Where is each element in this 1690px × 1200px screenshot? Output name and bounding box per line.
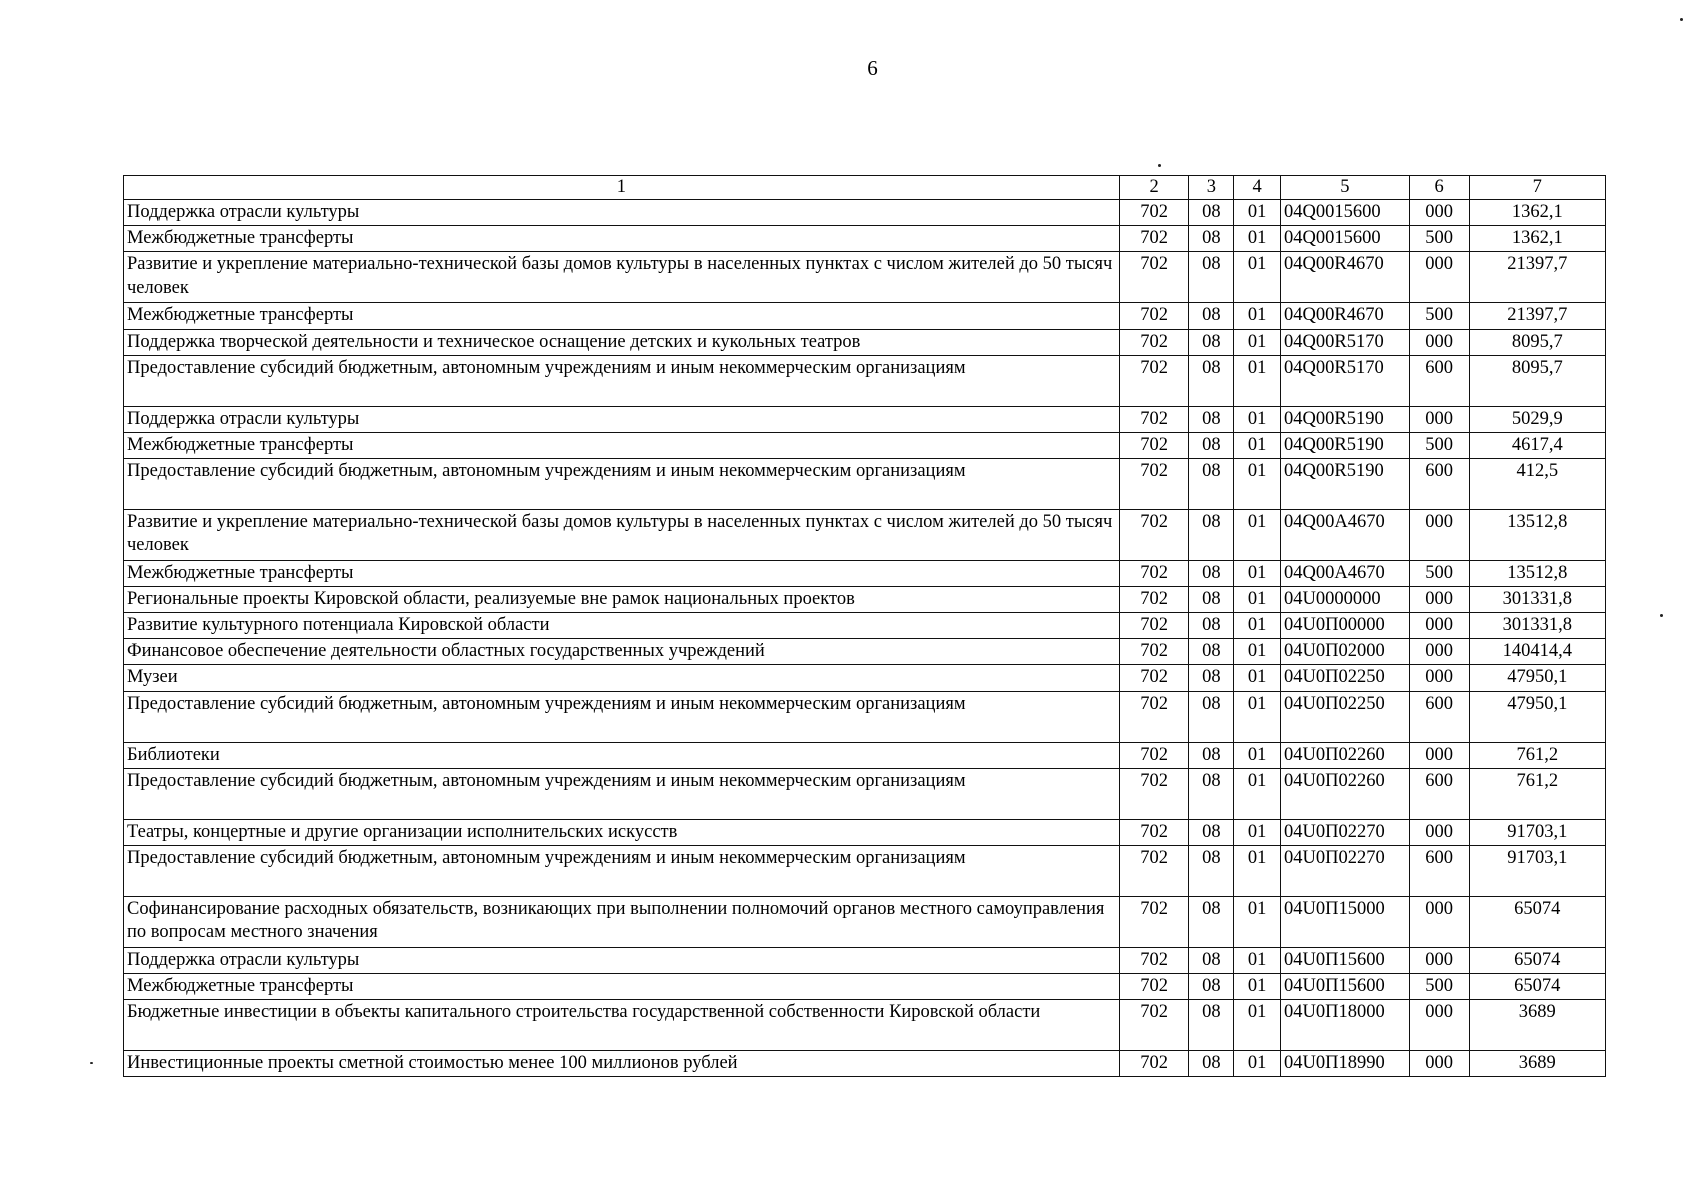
expense-type-cell: 000 bbox=[1409, 665, 1469, 691]
section-code-cell: 702 bbox=[1119, 1051, 1189, 1077]
subsection-cell: 08 bbox=[1189, 432, 1234, 458]
expense-type-cell: 000 bbox=[1409, 896, 1469, 947]
target-article-cell: 04Q00R4670 bbox=[1281, 303, 1410, 329]
section-code-cell: 702 bbox=[1119, 665, 1189, 691]
subsection-cell: 08 bbox=[1189, 509, 1234, 560]
section-code-cell: 702 bbox=[1119, 947, 1189, 973]
table-row bbox=[124, 613, 1606, 639]
expense-type-cell: 000 bbox=[1409, 1000, 1469, 1051]
row-name-cell: Межбюджетные трансферты bbox=[124, 973, 1120, 999]
subsection-code-cell: 01 bbox=[1234, 639, 1281, 665]
subsection-code-cell: 01 bbox=[1234, 355, 1281, 406]
scan-speck bbox=[1660, 614, 1663, 617]
table-row bbox=[124, 355, 1606, 406]
amount-cell: 301331,8 bbox=[1469, 613, 1605, 639]
table-row bbox=[124, 560, 1606, 586]
amount-cell: 13512,8 bbox=[1469, 560, 1605, 586]
amount-cell: 91703,1 bbox=[1469, 845, 1605, 896]
table-header-row bbox=[124, 176, 1606, 200]
subsection-cell: 08 bbox=[1189, 613, 1234, 639]
row-name-cell: Предоставление субсидий бюджетным, автономным учреждениям и иным некоммерческим организациям bbox=[124, 845, 1120, 896]
table-row bbox=[124, 819, 1606, 845]
expense-type-cell: 000 bbox=[1409, 947, 1469, 973]
amount-cell: 1362,1 bbox=[1469, 200, 1605, 226]
scan-speck bbox=[1680, 18, 1683, 21]
subsection-code-cell: 01 bbox=[1234, 691, 1281, 742]
amount-cell: 1362,1 bbox=[1469, 226, 1605, 252]
subsection-code-cell: 01 bbox=[1234, 252, 1281, 303]
subsection-code-cell: 01 bbox=[1234, 973, 1281, 999]
target-article-cell: 04U0П18990 bbox=[1281, 1051, 1410, 1077]
subsection-cell: 08 bbox=[1189, 587, 1234, 613]
subsection-code-cell: 01 bbox=[1234, 613, 1281, 639]
subsection-cell: 08 bbox=[1189, 303, 1234, 329]
target-article-cell: 04Q0015600 bbox=[1281, 200, 1410, 226]
expense-type-cell: 000 bbox=[1409, 613, 1469, 639]
amount-cell: 3689 bbox=[1469, 1051, 1605, 1077]
subsection-cell: 08 bbox=[1189, 768, 1234, 819]
amount-cell: 47950,1 bbox=[1469, 691, 1605, 742]
column-header-2: 2 bbox=[1119, 176, 1189, 200]
expense-type-cell: 500 bbox=[1409, 432, 1469, 458]
target-article-cell: 04U0П02250 bbox=[1281, 691, 1410, 742]
amount-cell: 8095,7 bbox=[1469, 355, 1605, 406]
amount-cell: 5029,9 bbox=[1469, 406, 1605, 432]
expense-type-cell: 000 bbox=[1409, 587, 1469, 613]
amount-cell: 3689 bbox=[1469, 1000, 1605, 1051]
section-code-cell: 702 bbox=[1119, 691, 1189, 742]
row-name-cell: Развитие культурного потенциала Кировской области bbox=[124, 613, 1120, 639]
section-code-cell: 702 bbox=[1119, 252, 1189, 303]
amount-cell: 65074 bbox=[1469, 973, 1605, 999]
section-code-cell: 702 bbox=[1119, 1000, 1189, 1051]
section-code-cell: 702 bbox=[1119, 742, 1189, 768]
amount-cell: 8095,7 bbox=[1469, 329, 1605, 355]
section-code-cell: 702 bbox=[1119, 639, 1189, 665]
subsection-code-cell: 01 bbox=[1234, 819, 1281, 845]
subsection-code-cell: 01 bbox=[1234, 587, 1281, 613]
subsection-code-cell: 01 bbox=[1234, 742, 1281, 768]
scan-speck bbox=[1158, 164, 1161, 167]
amount-cell: 65074 bbox=[1469, 896, 1605, 947]
target-article-cell: 04U0П02250 bbox=[1281, 665, 1410, 691]
table-row bbox=[124, 587, 1606, 613]
row-name-cell: Межбюджетные трансферты bbox=[124, 432, 1120, 458]
target-article-cell: 04U0П02260 bbox=[1281, 742, 1410, 768]
expense-type-cell: 000 bbox=[1409, 406, 1469, 432]
table-row bbox=[124, 509, 1606, 560]
column-header-5: 5 bbox=[1281, 176, 1410, 200]
section-code-cell: 702 bbox=[1119, 432, 1189, 458]
subsection-cell: 08 bbox=[1189, 560, 1234, 586]
expense-type-cell: 600 bbox=[1409, 458, 1469, 509]
column-header-1: 1 bbox=[124, 176, 1120, 200]
table-row bbox=[124, 458, 1606, 509]
row-name-cell: Бюджетные инвестиции в объекты капитального строительства государственной собственности Кировской области bbox=[124, 1000, 1120, 1051]
target-article-cell: 04Q0015600 bbox=[1281, 226, 1410, 252]
expense-type-cell: 000 bbox=[1409, 639, 1469, 665]
subsection-cell: 08 bbox=[1189, 973, 1234, 999]
subsection-cell: 08 bbox=[1189, 665, 1234, 691]
target-article-cell: 04U0П02270 bbox=[1281, 819, 1410, 845]
row-name-cell: Предоставление субсидий бюджетным, автономным учреждениям и иным некоммерческим организациям bbox=[124, 458, 1120, 509]
amount-cell: 301331,8 bbox=[1469, 587, 1605, 613]
subsection-code-cell: 01 bbox=[1234, 200, 1281, 226]
row-name-cell: Предоставление субсидий бюджетным, автономным учреждениям и иным некоммерческим организациям bbox=[124, 768, 1120, 819]
table-row bbox=[124, 691, 1606, 742]
column-header-7: 7 bbox=[1469, 176, 1605, 200]
section-code-cell: 702 bbox=[1119, 406, 1189, 432]
expense-type-cell: 500 bbox=[1409, 973, 1469, 999]
expense-type-cell: 000 bbox=[1409, 1051, 1469, 1077]
subsection-code-cell: 01 bbox=[1234, 303, 1281, 329]
section-code-cell: 702 bbox=[1119, 509, 1189, 560]
target-article-cell: 04U0П02000 bbox=[1281, 639, 1410, 665]
row-name-cell: Софинансирование расходных обязательств, возникающих при выполнении полномочий органов местного самоуправления по вопросам местного значения bbox=[124, 896, 1120, 947]
subsection-cell: 08 bbox=[1189, 691, 1234, 742]
amount-cell: 761,2 bbox=[1469, 742, 1605, 768]
row-name-cell: Театры, концертные и другие организации исполнительских искусств bbox=[124, 819, 1120, 845]
row-name-cell: Поддержка отрасли культуры bbox=[124, 406, 1120, 432]
column-header-6: 6 bbox=[1409, 176, 1469, 200]
table-row bbox=[124, 329, 1606, 355]
subsection-cell: 08 bbox=[1189, 252, 1234, 303]
expense-type-cell: 000 bbox=[1409, 509, 1469, 560]
amount-cell: 761,2 bbox=[1469, 768, 1605, 819]
expense-type-cell: 600 bbox=[1409, 768, 1469, 819]
subsection-cell: 08 bbox=[1189, 458, 1234, 509]
subsection-code-cell: 01 bbox=[1234, 329, 1281, 355]
section-code-cell: 702 bbox=[1119, 587, 1189, 613]
subsection-code-cell: 01 bbox=[1234, 432, 1281, 458]
table-row bbox=[124, 665, 1606, 691]
expense-type-cell: 000 bbox=[1409, 819, 1469, 845]
subsection-code-cell: 01 bbox=[1234, 845, 1281, 896]
target-article-cell: 04U0П02260 bbox=[1281, 768, 1410, 819]
section-code-cell: 702 bbox=[1119, 613, 1189, 639]
subsection-cell: 08 bbox=[1189, 639, 1234, 665]
column-header-3: 3 bbox=[1189, 176, 1234, 200]
section-code-cell: 702 bbox=[1119, 973, 1189, 999]
target-article-cell: 04U0П15600 bbox=[1281, 947, 1410, 973]
subsection-code-cell: 01 bbox=[1234, 509, 1281, 560]
section-code-cell: 702 bbox=[1119, 768, 1189, 819]
row-name-cell: Межбюджетные трансферты bbox=[124, 303, 1120, 329]
table-row bbox=[124, 947, 1606, 973]
table-row bbox=[124, 1051, 1606, 1077]
expense-type-cell: 600 bbox=[1409, 691, 1469, 742]
expense-type-cell: 000 bbox=[1409, 200, 1469, 226]
section-code-cell: 702 bbox=[1119, 560, 1189, 586]
section-code-cell: 702 bbox=[1119, 845, 1189, 896]
target-article-cell: 04U0П00000 bbox=[1281, 613, 1410, 639]
row-name-cell: Межбюджетные трансферты bbox=[124, 226, 1120, 252]
row-name-cell: Музеи bbox=[124, 665, 1120, 691]
table-row bbox=[124, 845, 1606, 896]
target-article-cell: 04U0П18000 bbox=[1281, 1000, 1410, 1051]
expense-type-cell: 600 bbox=[1409, 355, 1469, 406]
row-name-cell: Развитие и укрепление материально-технической базы домов культуры в населенных пунктах с числом жителей до 50 тысяч человек bbox=[124, 509, 1120, 560]
row-name-cell: Развитие и укрепление материально-технической базы домов культуры в населенных пунктах с числом жителей до 50 тысяч человек bbox=[124, 252, 1120, 303]
table-row bbox=[124, 303, 1606, 329]
target-article-cell: 04Q00A4670 bbox=[1281, 560, 1410, 586]
section-code-cell: 702 bbox=[1119, 200, 1189, 226]
target-article-cell: 04U0П15000 bbox=[1281, 896, 1410, 947]
row-name-cell: Поддержка творческой деятельности и техническое оснащение детских и кукольных театров bbox=[124, 329, 1120, 355]
section-code-cell: 702 bbox=[1119, 303, 1189, 329]
subsection-code-cell: 01 bbox=[1234, 768, 1281, 819]
expense-type-cell: 000 bbox=[1409, 329, 1469, 355]
subsection-code-cell: 01 bbox=[1234, 560, 1281, 586]
section-code-cell: 702 bbox=[1119, 226, 1189, 252]
expense-type-cell: 600 bbox=[1409, 845, 1469, 896]
target-article-cell: 04Q00R5190 bbox=[1281, 406, 1410, 432]
target-article-cell: 04Q00R5170 bbox=[1281, 355, 1410, 406]
subsection-cell: 08 bbox=[1189, 355, 1234, 406]
subsection-cell: 08 bbox=[1189, 742, 1234, 768]
page-number: 6 bbox=[867, 56, 878, 80]
target-article-cell: 04U0П15600 bbox=[1281, 973, 1410, 999]
subsection-code-cell: 01 bbox=[1234, 458, 1281, 509]
target-article-cell: 04U0П02270 bbox=[1281, 845, 1410, 896]
row-name-cell: Библиотеки bbox=[124, 742, 1120, 768]
subsection-cell: 08 bbox=[1189, 200, 1234, 226]
subsection-cell: 08 bbox=[1189, 329, 1234, 355]
subsection-cell: 08 bbox=[1189, 947, 1234, 973]
subsection-code-cell: 01 bbox=[1234, 406, 1281, 432]
expense-type-cell: 000 bbox=[1409, 252, 1469, 303]
scan-speck bbox=[90, 1062, 93, 1064]
section-code-cell: 702 bbox=[1119, 458, 1189, 509]
subsection-cell: 08 bbox=[1189, 896, 1234, 947]
row-name-cell: Предоставление субсидий бюджетным, автономным учреждениям и иным некоммерческим организациям bbox=[124, 355, 1120, 406]
amount-cell: 65074 bbox=[1469, 947, 1605, 973]
expense-type-cell: 500 bbox=[1409, 303, 1469, 329]
budget-table bbox=[123, 175, 1606, 1077]
expense-type-cell: 500 bbox=[1409, 560, 1469, 586]
subsection-code-cell: 01 bbox=[1234, 947, 1281, 973]
target-article-cell: 04Q00R5190 bbox=[1281, 432, 1410, 458]
row-name-cell: Инвестиционные проекты сметной стоимостью менее 100 миллионов рублей bbox=[124, 1051, 1120, 1077]
table-row bbox=[124, 742, 1606, 768]
column-header-4: 4 bbox=[1234, 176, 1281, 200]
subsection-code-cell: 01 bbox=[1234, 1000, 1281, 1051]
subsection-cell: 08 bbox=[1189, 1051, 1234, 1077]
table-body bbox=[124, 200, 1606, 1077]
subsection-cell: 08 bbox=[1189, 226, 1234, 252]
row-name-cell: Поддержка отрасли культуры bbox=[124, 200, 1120, 226]
section-code-cell: 702 bbox=[1119, 329, 1189, 355]
amount-cell: 21397,7 bbox=[1469, 252, 1605, 303]
table-row bbox=[124, 768, 1606, 819]
subsection-cell: 08 bbox=[1189, 1000, 1234, 1051]
table-row bbox=[124, 896, 1606, 947]
table-row bbox=[124, 432, 1606, 458]
table-row bbox=[124, 639, 1606, 665]
target-article-cell: 04Q00R5170 bbox=[1281, 329, 1410, 355]
table-row bbox=[124, 200, 1606, 226]
table-row bbox=[124, 1000, 1606, 1051]
amount-cell: 412,5 bbox=[1469, 458, 1605, 509]
table-row bbox=[124, 226, 1606, 252]
subsection-code-cell: 01 bbox=[1234, 226, 1281, 252]
subsection-code-cell: 01 bbox=[1234, 665, 1281, 691]
amount-cell: 91703,1 bbox=[1469, 819, 1605, 845]
amount-cell: 47950,1 bbox=[1469, 665, 1605, 691]
table-row bbox=[124, 406, 1606, 432]
expense-type-cell: 500 bbox=[1409, 226, 1469, 252]
target-article-cell: 04Q00A4670 bbox=[1281, 509, 1410, 560]
section-code-cell: 702 bbox=[1119, 819, 1189, 845]
amount-cell: 21397,7 bbox=[1469, 303, 1605, 329]
row-name-cell: Предоставление субсидий бюджетным, автономным учреждениям и иным некоммерческим организациям bbox=[124, 691, 1120, 742]
row-name-cell: Поддержка отрасли культуры bbox=[124, 947, 1120, 973]
expense-type-cell: 000 bbox=[1409, 742, 1469, 768]
row-name-cell: Финансовое обеспечение деятельности областных государственных учреждений bbox=[124, 639, 1120, 665]
table-row bbox=[124, 973, 1606, 999]
subsection-cell: 08 bbox=[1189, 845, 1234, 896]
section-code-cell: 702 bbox=[1119, 896, 1189, 947]
target-article-cell: 04U0000000 bbox=[1281, 587, 1410, 613]
section-code-cell: 702 bbox=[1119, 355, 1189, 406]
amount-cell: 4617,4 bbox=[1469, 432, 1605, 458]
subsection-code-cell: 01 bbox=[1234, 1051, 1281, 1077]
amount-cell: 140414,4 bbox=[1469, 639, 1605, 665]
subsection-code-cell: 01 bbox=[1234, 896, 1281, 947]
target-article-cell: 04Q00R4670 bbox=[1281, 252, 1410, 303]
table-row bbox=[124, 252, 1606, 303]
target-article-cell: 04Q00R5190 bbox=[1281, 458, 1410, 509]
row-name-cell: Межбюджетные трансферты bbox=[124, 560, 1120, 586]
subsection-cell: 08 bbox=[1189, 819, 1234, 845]
row-name-cell: Региональные проекты Кировской области, реализуемые вне рамок национальных проектов bbox=[124, 587, 1120, 613]
amount-cell: 13512,8 bbox=[1469, 509, 1605, 560]
subsection-cell: 08 bbox=[1189, 406, 1234, 432]
